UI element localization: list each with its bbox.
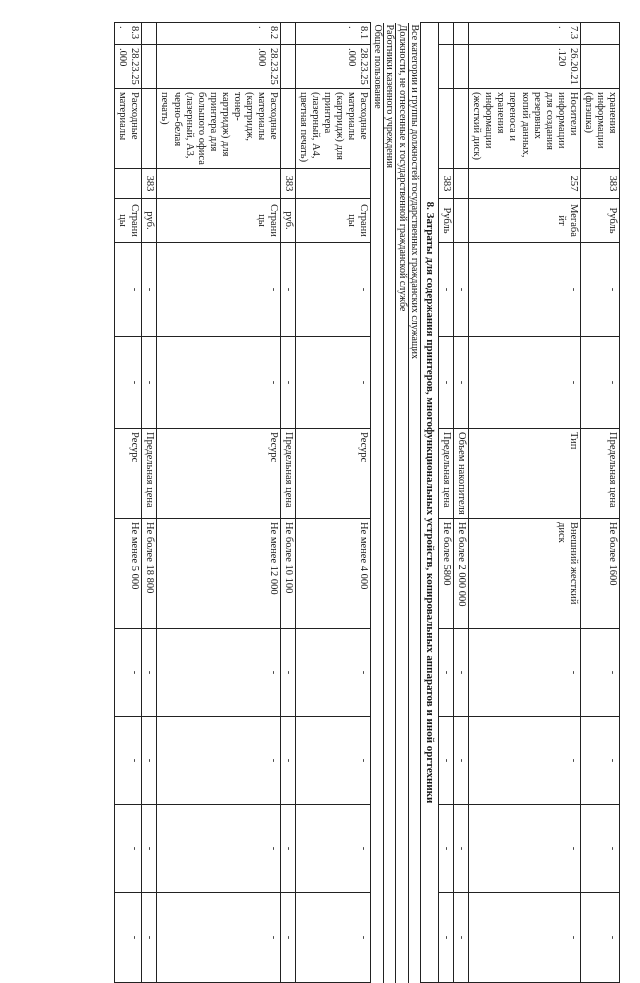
cell-code xyxy=(439,45,454,89)
cell-unit: Рубль xyxy=(439,199,454,243)
cell-code xyxy=(281,45,296,89)
cell-r4: - xyxy=(142,893,157,983)
cell-p2: - xyxy=(580,337,619,429)
cell-p1: - xyxy=(115,243,142,337)
cell-char: Предельная цена xyxy=(439,429,454,519)
cell-r3: - xyxy=(580,805,619,893)
cell-r2: - xyxy=(115,717,142,805)
cell-r1: - xyxy=(439,629,454,717)
cell-r3: - xyxy=(157,805,281,893)
cell-name: Расходные материалы xyxy=(115,89,142,169)
cell-num xyxy=(454,23,469,45)
cell-code xyxy=(580,45,619,89)
cell-r2: - xyxy=(439,717,454,805)
cell-r1: - xyxy=(115,629,142,717)
cell-num xyxy=(142,23,157,45)
cell-val: Не менее 12 000 xyxy=(157,519,281,629)
cell-r2: - xyxy=(281,717,296,805)
cell-r1: - xyxy=(281,629,296,717)
cell-okei: 383 xyxy=(281,169,296,199)
cell-r4: - xyxy=(281,893,296,983)
category-note-row xyxy=(371,23,384,983)
cell-name: Расходные материалы (картридж, тонер-картридж) для принтера для большого офиса (лазерный, А3, черно-белая печать) xyxy=(157,89,281,169)
cell-r3: - xyxy=(469,805,581,893)
category-note-row xyxy=(408,23,421,983)
cell-okei xyxy=(115,169,142,199)
cell-unit: Мегабайт xyxy=(469,199,581,243)
cell-r3: - xyxy=(281,805,296,893)
cell-p1: - xyxy=(469,243,581,337)
cell-unit: руб. xyxy=(281,199,296,243)
cell-p1: - xyxy=(454,243,469,337)
cell-r1: - xyxy=(296,629,371,717)
cell-num: 8.3. xyxy=(115,23,142,45)
table-row xyxy=(157,23,281,983)
cell-p1: - xyxy=(142,243,157,337)
cell-r2: - xyxy=(454,717,469,805)
cell-val: Не менее 4 000 xyxy=(296,519,371,629)
cell-char: Ресурс xyxy=(115,429,142,519)
cell-name: Носители информации для создания резервных копий данных, переноса и хранения информации (жесткий диск) xyxy=(469,89,581,169)
cell-val: Внешний жесткий диск xyxy=(469,519,581,629)
cell-okei: 383 xyxy=(580,169,619,199)
cell-num: 8.1. xyxy=(296,23,371,45)
cell-r2: - xyxy=(469,717,581,805)
cell-r4: - xyxy=(115,893,142,983)
cell-r4: - xyxy=(454,893,469,983)
cell-p1: - xyxy=(281,243,296,337)
cell-num: 7.3. xyxy=(469,23,581,45)
cell-r2: - xyxy=(580,717,619,805)
cell-val: Не более 10 100 xyxy=(281,519,296,629)
cell-r3: - xyxy=(115,805,142,893)
cell-char: Ресурс xyxy=(157,429,281,519)
cell-r3: - xyxy=(142,805,157,893)
cell-okei: 383 xyxy=(439,169,454,199)
cell-r4: - xyxy=(157,893,281,983)
cell-p2: - xyxy=(115,337,142,429)
requirements-table xyxy=(114,22,620,983)
cell-num xyxy=(439,23,454,45)
cell-r4: - xyxy=(580,893,619,983)
table-row xyxy=(439,23,454,983)
category-note: Общее пользование xyxy=(371,23,384,983)
cell-name xyxy=(281,89,296,169)
cell-r3: - xyxy=(454,805,469,893)
cell-name xyxy=(142,89,157,169)
cell-okei: 383 xyxy=(142,169,157,199)
table-row xyxy=(115,23,142,983)
cell-unit xyxy=(454,199,469,243)
cell-r2: - xyxy=(296,717,371,805)
category-note: Должности, не отнесенные к государственной гражданской службе xyxy=(396,23,409,983)
cell-p2: - xyxy=(157,337,281,429)
cell-unit: Страницы xyxy=(157,199,281,243)
cell-p2: - xyxy=(281,337,296,429)
cell-okei xyxy=(454,169,469,199)
cell-char: Тип xyxy=(469,429,581,519)
cell-p2: - xyxy=(439,337,454,429)
category-note: Все категории и группы должностей государственных гражданских служащих xyxy=(408,23,421,983)
cell-p1: - xyxy=(157,243,281,337)
table-row xyxy=(281,23,296,983)
cell-r4: - xyxy=(469,893,581,983)
cell-r4: - xyxy=(439,893,454,983)
category-note: Работники казенного учреждения xyxy=(383,23,396,983)
cell-char: Предельная цена xyxy=(580,429,619,519)
table-row xyxy=(580,23,619,983)
cell-unit: Страницы xyxy=(115,199,142,243)
cell-num xyxy=(580,23,619,45)
cell-r1: - xyxy=(142,629,157,717)
cell-r1: - xyxy=(157,629,281,717)
cell-okei xyxy=(157,169,281,199)
cell-val: Не более 2 000 000 xyxy=(454,519,469,629)
cell-r2: - xyxy=(157,717,281,805)
cell-val: Не более 5800 xyxy=(439,519,454,629)
cell-r1: - xyxy=(454,629,469,717)
category-note-row xyxy=(396,23,409,983)
cell-char: Предельная цена xyxy=(142,429,157,519)
cell-char: Объем накопителя xyxy=(454,429,469,519)
cell-name: хранения информации (флэшка) xyxy=(580,89,619,169)
cell-val: Не более 1600 xyxy=(580,519,619,629)
cell-unit: Страницы xyxy=(296,199,371,243)
cell-r4: - xyxy=(296,893,371,983)
cell-val: Не менее 5 000 xyxy=(115,519,142,629)
cell-char: Ресурс xyxy=(296,429,371,519)
cell-okei: 257 xyxy=(469,169,581,199)
cell-code: 28.23.25.000 xyxy=(115,45,142,89)
cell-char: Предельная цена xyxy=(281,429,296,519)
cell-p2: - xyxy=(469,337,581,429)
cell-name: Расходные материалы (картридж) для принтера (лазерный, А4, цветная печать) xyxy=(296,89,371,169)
cell-r1: - xyxy=(469,629,581,717)
category-note-row xyxy=(383,23,396,983)
section-title: 8. Затраты для содержания принтеров, многофункциональных устройств, копировальных аппаратов и иной оргтехники xyxy=(421,23,439,983)
table-row xyxy=(454,23,469,983)
cell-unit: руб. xyxy=(142,199,157,243)
cell-r1: - xyxy=(580,629,619,717)
cell-code: 28.23.25.000 xyxy=(296,45,371,89)
cell-p1: - xyxy=(296,243,371,337)
cell-code: 26.20.21.120 xyxy=(469,45,581,89)
cell-code: 28.23.25.000 xyxy=(157,45,281,89)
section-header-row xyxy=(421,23,439,983)
cell-name xyxy=(454,89,469,169)
cell-val: Не более 18 800 xyxy=(142,519,157,629)
cell-code xyxy=(454,45,469,89)
cell-okei xyxy=(296,169,371,199)
cell-num xyxy=(281,23,296,45)
cell-r3: - xyxy=(296,805,371,893)
cell-r3: - xyxy=(439,805,454,893)
cell-p2: - xyxy=(454,337,469,429)
table-row xyxy=(296,23,371,983)
cell-num: 8.2. xyxy=(157,23,281,45)
cell-code xyxy=(142,45,157,89)
cell-p2: - xyxy=(296,337,371,429)
table-row xyxy=(469,23,581,983)
cell-name xyxy=(439,89,454,169)
cell-p1: - xyxy=(439,243,454,337)
cell-r2: - xyxy=(142,717,157,805)
cell-unit: Рубль xyxy=(580,199,619,243)
cell-p1: - xyxy=(580,243,619,337)
table-row xyxy=(142,23,157,983)
cell-p2: - xyxy=(142,337,157,429)
